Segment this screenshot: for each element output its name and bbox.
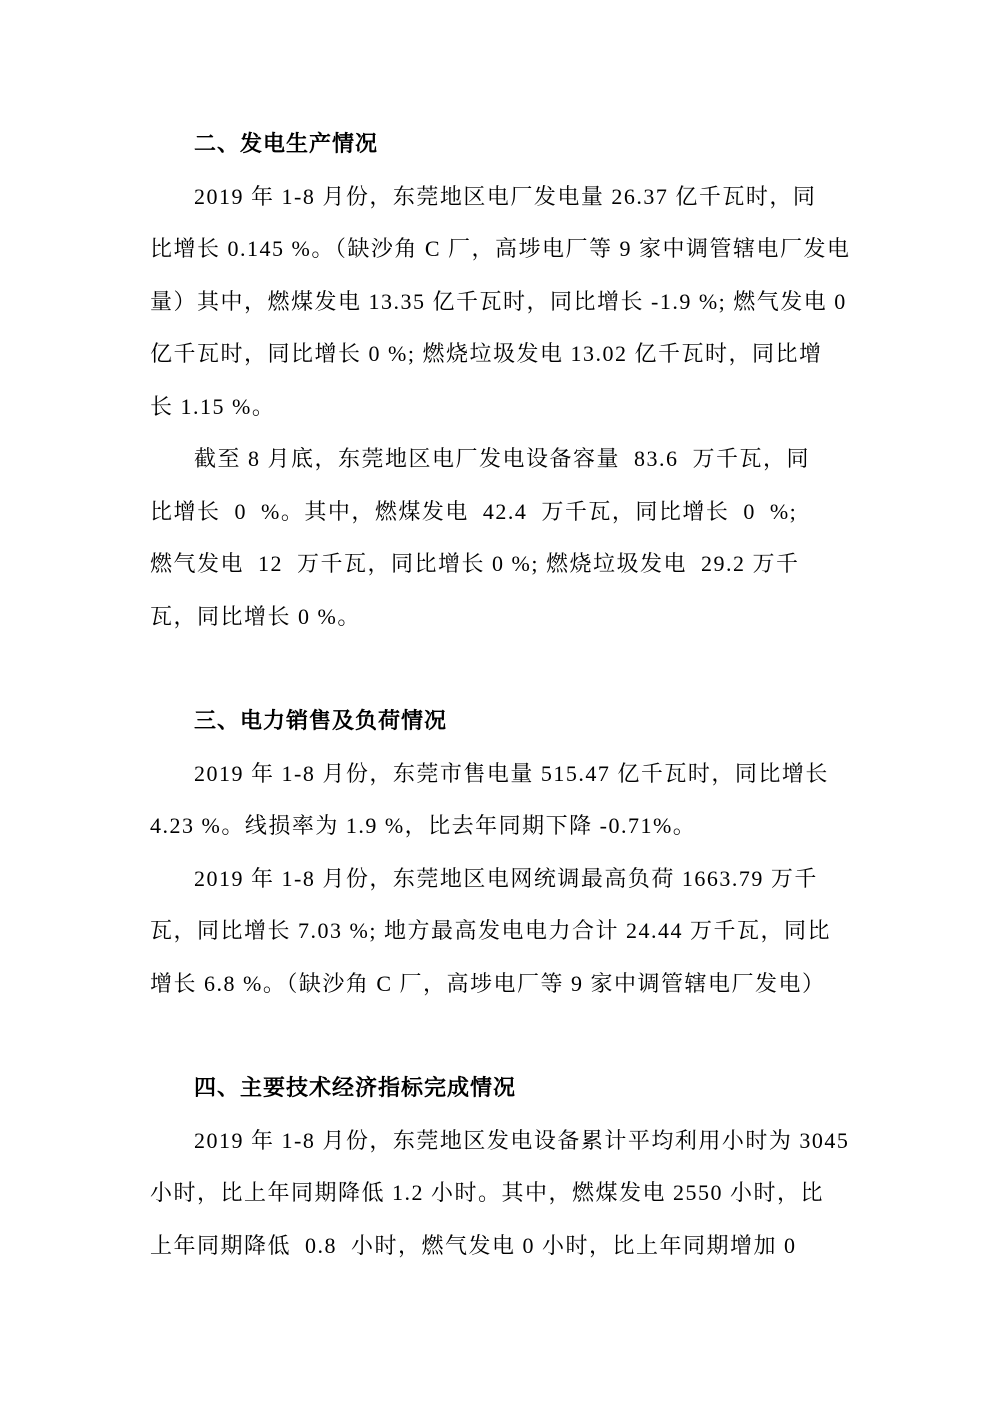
- text-line: 瓦，同比增长 0 %。: [150, 603, 361, 629]
- text-line: 增长 6.8 %。（缺沙角 C 厂，高埗电厂等 9 家中调管辖电厂发电）: [150, 970, 826, 996]
- section-power-sales-load: [150, 695, 855, 1010]
- section-heading: 四、主要技术经济指标完成情况: [194, 1075, 517, 1100]
- paragraph: [150, 433, 855, 643]
- text-line: 截至 8 月底，东莞地区电厂发电设备容量 83.6 万千瓦，同: [194, 446, 811, 471]
- text-line: 比增长 0.145 %。（缺沙角 C 厂，高埗电厂等 9 家中调管辖电厂发电: [150, 236, 851, 261]
- paragraph: [150, 1115, 855, 1273]
- text-line: 瓦，同比增长 7.03 %; 地方最高发电电力合计 24.44 万千瓦，同比: [150, 918, 831, 943]
- paragraph: [150, 853, 855, 1011]
- text-line: 上年同期降低 0.8 小时，燃气发电 0 小时，比上年同期增加 0: [150, 1232, 797, 1258]
- text-line: 2019 年 1-8 月份，东莞市售电量 515.47 亿千瓦时，同比增长: [194, 760, 829, 786]
- section-heading: 三、电力销售及负荷情况: [194, 708, 448, 733]
- text-line: 亿千瓦时，同比增长 0 %; 燃烧垃圾发电 13.02 亿千瓦时，同比增: [150, 341, 823, 366]
- text-line: 量）其中，燃煤发电 13.35 亿千瓦时，同比增长 -1.9 %; 燃气发电 0: [150, 288, 847, 314]
- paragraph: [150, 748, 855, 853]
- paragraph: [150, 171, 855, 434]
- text-line: 燃气发电 12 万千瓦，同比增长 0 %; 燃烧垃圾发电 29.2 万千: [150, 551, 800, 576]
- section-technical-indicators: [150, 1062, 855, 1272]
- text-line: 4.23 %。线损率为 1.9 %，比去年同期下降 -0.71%。: [150, 813, 697, 838]
- section-heading: 二、发电生产情况: [194, 131, 379, 156]
- text-line: 2019 年 1-8 月份，东莞地区电网统调最高负荷 1663.79 万千: [194, 865, 818, 891]
- text-line: 2019 年 1-8 月份，东莞地区发电设备累计平均利用小时为 3045: [194, 1127, 850, 1153]
- section-power-generation: [150, 118, 855, 643]
- text-line: 2019 年 1-8 月份，东莞地区电厂发电量 26.37 亿千瓦时，同: [194, 183, 817, 209]
- text-line: 小时，比上年同期降低 1.2 小时。其中，燃煤发电 2550 小时，比: [150, 1180, 825, 1205]
- text-line: 比增长 0 %。其中，燃煤发电 42.4 万千瓦，同比增长 0 %;: [150, 498, 798, 524]
- text-line: 长 1.15 %。: [150, 393, 276, 419]
